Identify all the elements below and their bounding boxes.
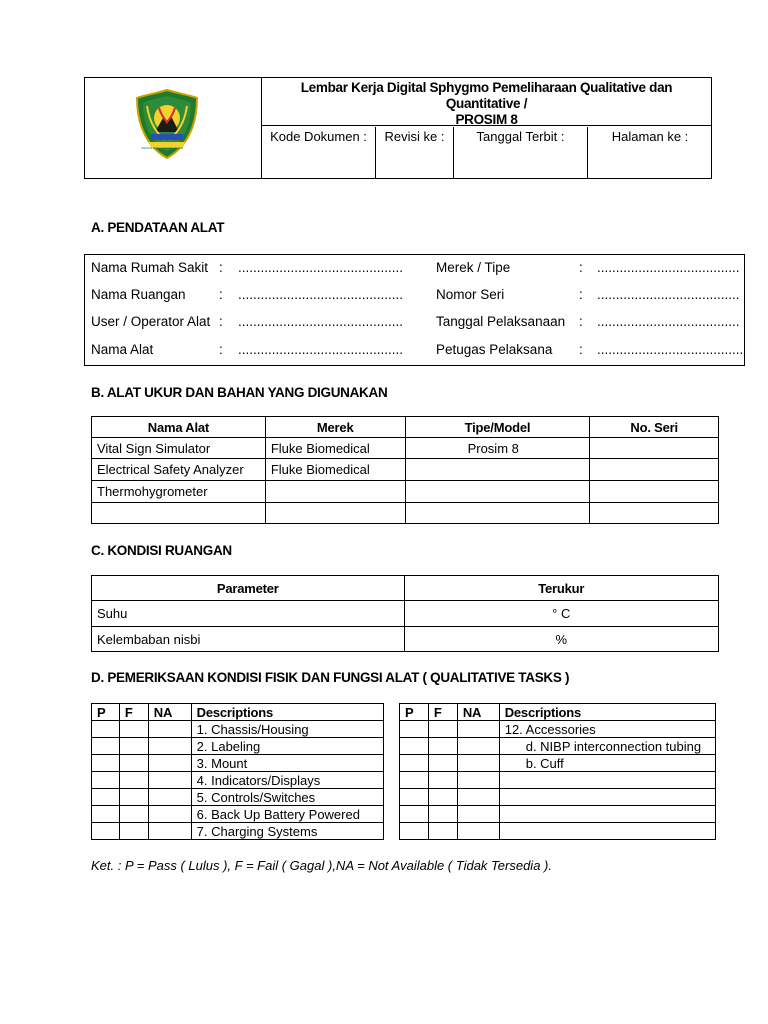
column-header: P xyxy=(92,704,120,721)
fail-checkbox[interactable] xyxy=(119,721,148,738)
na-checkbox[interactable] xyxy=(148,738,191,755)
logo-cell xyxy=(85,78,262,178)
field-colon: : xyxy=(579,342,583,357)
kode-dokumen-label: Kode Dokumen : xyxy=(270,129,367,144)
table-row xyxy=(92,823,384,840)
table-cell[interactable]: Fluke Biomedical xyxy=(265,459,405,481)
pass-checkbox[interactable] xyxy=(400,755,429,772)
table-cell[interactable] xyxy=(405,481,590,503)
pass-checkbox[interactable] xyxy=(92,823,120,840)
document-header xyxy=(84,77,712,179)
measurement-tools-table xyxy=(91,416,719,524)
fail-checkbox[interactable] xyxy=(119,789,148,806)
tanggal-pelaksanaan-input[interactable]: ...................................... xyxy=(597,314,740,329)
table-cell[interactable]: Thermohygrometer xyxy=(92,481,266,503)
na-checkbox[interactable] xyxy=(148,806,191,823)
field-user-operator xyxy=(91,314,210,330)
column-header: NA xyxy=(457,704,499,721)
field-label-nomor-seri: Nomor Seri xyxy=(436,287,505,302)
description-cell xyxy=(499,789,715,806)
table-row xyxy=(92,755,384,772)
table-header-row xyxy=(92,704,384,721)
petugas-pelaksana-input[interactable]: ....................................... xyxy=(597,342,744,357)
section-b-heading: B. ALAT UKUR DAN BAHAN YANG DIGUNAKAN xyxy=(91,385,388,400)
halaman-label: Halaman ke : xyxy=(611,129,689,144)
description-cell: d. NIBP interconnection tubing xyxy=(499,738,715,755)
description-cell: 1. Chassis/Housing xyxy=(191,721,383,738)
description-cell: 4. Indicators/Displays xyxy=(191,772,383,789)
description-cell: 12. Accessories xyxy=(499,721,715,738)
column-header: Descriptions xyxy=(191,704,383,721)
table-row xyxy=(400,772,716,789)
equipment-data-box xyxy=(84,254,745,366)
fail-checkbox[interactable] xyxy=(119,738,148,755)
room-condition-table xyxy=(91,575,719,652)
fail-checkbox[interactable] xyxy=(119,755,148,772)
title-line-2: PROSIM 8 xyxy=(455,112,518,127)
column-header: F xyxy=(428,704,457,721)
revisi-label: Revisi ke : xyxy=(384,129,445,144)
tanggal-terbit-cell xyxy=(454,127,588,178)
field-label: Nama Alat xyxy=(91,342,154,357)
na-checkbox[interactable] xyxy=(457,823,499,840)
field-label: Nama Ruangan xyxy=(91,287,186,302)
pass-checkbox[interactable] xyxy=(92,772,120,789)
table-cell[interactable] xyxy=(265,503,405,524)
fail-checkbox[interactable] xyxy=(428,806,457,823)
field-label-merek-tipe: Merek / Tipe xyxy=(436,260,511,275)
field-label-tanggal-pelaksanaan: Tanggal Pelaksanaan xyxy=(436,314,566,329)
table-row xyxy=(400,721,716,738)
table-row xyxy=(400,755,716,772)
table-row xyxy=(92,481,719,503)
table-row xyxy=(92,627,719,652)
table-cell[interactable] xyxy=(405,459,590,481)
logo-motto: GEMAH RIPAH REPEH RAPIH xyxy=(141,146,183,150)
description-cell xyxy=(499,806,715,823)
field-colon: : xyxy=(219,287,223,302)
table-cell[interactable]: Fluke Biomedical xyxy=(265,438,405,459)
description-cell xyxy=(499,823,715,840)
table-cell[interactable] xyxy=(590,503,719,524)
na-checkbox[interactable] xyxy=(148,755,191,772)
column-header: F xyxy=(119,704,148,721)
pass-checkbox[interactable] xyxy=(400,738,429,755)
description-cell xyxy=(499,772,715,789)
measured-cell[interactable]: ° C xyxy=(404,601,718,627)
nama-ruangan-input[interactable]: ............................................ xyxy=(238,287,404,302)
field-label: User / Operator Alat xyxy=(91,314,211,329)
pass-checkbox[interactable] xyxy=(400,721,429,738)
kode-dokumen-cell xyxy=(262,127,376,178)
column-header: NA xyxy=(148,704,191,721)
revisi-cell xyxy=(376,127,454,178)
na-checkbox[interactable] xyxy=(457,789,499,806)
table-row xyxy=(92,438,719,459)
description-cell: 3. Mount xyxy=(191,755,383,772)
na-checkbox[interactable] xyxy=(457,806,499,823)
pass-checkbox[interactable] xyxy=(400,806,429,823)
description-cell: 2. Labeling xyxy=(191,738,383,755)
parameter-cell: Kelembaban nisbi xyxy=(92,627,405,652)
field-colon: : xyxy=(219,314,223,329)
table-cell[interactable]: Vital Sign Simulator xyxy=(92,438,266,459)
table-row xyxy=(92,806,384,823)
document-title xyxy=(262,78,711,126)
table-row xyxy=(92,772,384,789)
field-colon: : xyxy=(579,287,583,302)
table-row xyxy=(400,738,716,755)
pass-checkbox[interactable] xyxy=(400,823,429,840)
na-checkbox[interactable] xyxy=(148,789,191,806)
pass-checkbox[interactable] xyxy=(92,738,120,755)
field-nama-ruangan xyxy=(91,287,186,303)
section-c-heading: C. KONDISI RUANGAN xyxy=(91,543,232,558)
na-checkbox[interactable] xyxy=(148,823,191,840)
pass-checkbox[interactable] xyxy=(92,721,120,738)
column-header: Merek xyxy=(265,417,405,438)
table-row xyxy=(92,459,719,481)
na-checkbox[interactable] xyxy=(457,772,499,789)
nama-alat-input[interactable]: ............................................ xyxy=(238,342,404,357)
nama-rumah-sakit-input[interactable]: ............................................ xyxy=(238,260,404,275)
parameter-cell: Suhu xyxy=(92,601,405,627)
table-row xyxy=(92,503,719,524)
column-header: No. Seri xyxy=(590,417,719,438)
na-checkbox[interactable] xyxy=(457,721,499,738)
table-cell[interactable] xyxy=(405,503,590,524)
qualitative-tasks-table-left xyxy=(91,703,384,840)
table-row xyxy=(92,789,384,806)
column-header: Nama Alat xyxy=(92,417,266,438)
pass-checkbox[interactable] xyxy=(92,755,120,772)
column-header: Tipe/Model xyxy=(405,417,590,438)
fail-checkbox[interactable] xyxy=(119,772,148,789)
table-cell[interactable]: Electrical Safety Analyzer xyxy=(92,459,266,481)
fail-checkbox[interactable] xyxy=(428,738,457,755)
halaman-cell xyxy=(588,127,712,178)
table-cell[interactable] xyxy=(590,438,719,459)
fail-checkbox[interactable] xyxy=(428,772,457,789)
qualitative-tasks-table-right xyxy=(399,703,716,840)
na-checkbox[interactable] xyxy=(148,721,191,738)
fail-checkbox[interactable] xyxy=(119,823,148,840)
field-nama-rumah-sakit xyxy=(91,260,208,276)
field-colon: : xyxy=(219,260,223,275)
table-cell[interactable]: Prosim 8 xyxy=(405,438,590,459)
fail-checkbox[interactable] xyxy=(428,755,457,772)
field-label-petugas-pelaksana: Petugas Pelaksana xyxy=(436,342,553,357)
column-header: Terukur xyxy=(404,576,718,601)
column-header: P xyxy=(400,704,429,721)
table-row xyxy=(400,823,716,840)
pass-checkbox[interactable] xyxy=(92,806,120,823)
table-header-row xyxy=(92,576,719,601)
table-cell[interactable] xyxy=(590,459,719,481)
section-a-heading: A. PENDATAAN ALAT xyxy=(91,220,225,235)
nomor-seri-input[interactable]: ...................................... xyxy=(597,287,740,302)
measured-cell[interactable]: % xyxy=(404,627,718,652)
description-cell: 7. Charging Systems xyxy=(191,823,383,840)
table-cell[interactable] xyxy=(92,503,266,524)
table-cell[interactable] xyxy=(265,481,405,503)
title-line-1: Lembar Kerja Digital Sphygmo Pemeliharaan Qualitative dan Quantitative / xyxy=(300,80,673,111)
tanggal-terbit-label: Tanggal Terbit : xyxy=(476,129,565,144)
field-colon: : xyxy=(579,260,583,275)
na-checkbox[interactable] xyxy=(457,755,499,772)
field-nama-alat xyxy=(91,342,153,358)
field-label: Nama Rumah Sakit xyxy=(91,260,209,275)
fail-checkbox[interactable] xyxy=(428,721,457,738)
table-row xyxy=(400,789,716,806)
fail-checkbox[interactable] xyxy=(428,823,457,840)
fail-checkbox[interactable] xyxy=(428,789,457,806)
field-colon: : xyxy=(579,314,583,329)
description-cell: 6. Back Up Battery Powered xyxy=(191,806,383,823)
table-row xyxy=(92,738,384,755)
description-cell: b. Cuff xyxy=(499,755,715,772)
user-operator-input[interactable]: ............................................ xyxy=(238,314,404,329)
merek-tipe-input[interactable]: ...................................... xyxy=(597,260,740,275)
pass-checkbox[interactable] xyxy=(92,789,120,806)
table-header-row xyxy=(92,417,719,438)
table-row xyxy=(92,721,384,738)
na-checkbox[interactable] xyxy=(457,738,499,755)
table-cell[interactable] xyxy=(590,481,719,503)
description-cell: 5. Controls/Switches xyxy=(191,789,383,806)
table-header-row xyxy=(400,704,716,721)
na-checkbox[interactable] xyxy=(148,772,191,789)
fail-checkbox[interactable] xyxy=(119,806,148,823)
pass-checkbox[interactable] xyxy=(400,772,429,789)
section-d-heading: D. PEMERIKSAAN KONDISI FISIK DAN FUNGSI ALAT ( QUALITATIVE TASKS ) xyxy=(91,670,570,685)
table-row xyxy=(92,601,719,627)
table-row xyxy=(400,806,716,823)
column-header: Parameter xyxy=(92,576,405,601)
legend-note: Ket. : P = Pass ( Lulus ), F = Fail ( Gagal ),NA = Not Available ( Tidak Tersedia ). xyxy=(91,858,552,873)
column-header: Descriptions xyxy=(499,704,715,721)
field-colon: : xyxy=(219,342,223,357)
pass-checkbox[interactable] xyxy=(400,789,429,806)
